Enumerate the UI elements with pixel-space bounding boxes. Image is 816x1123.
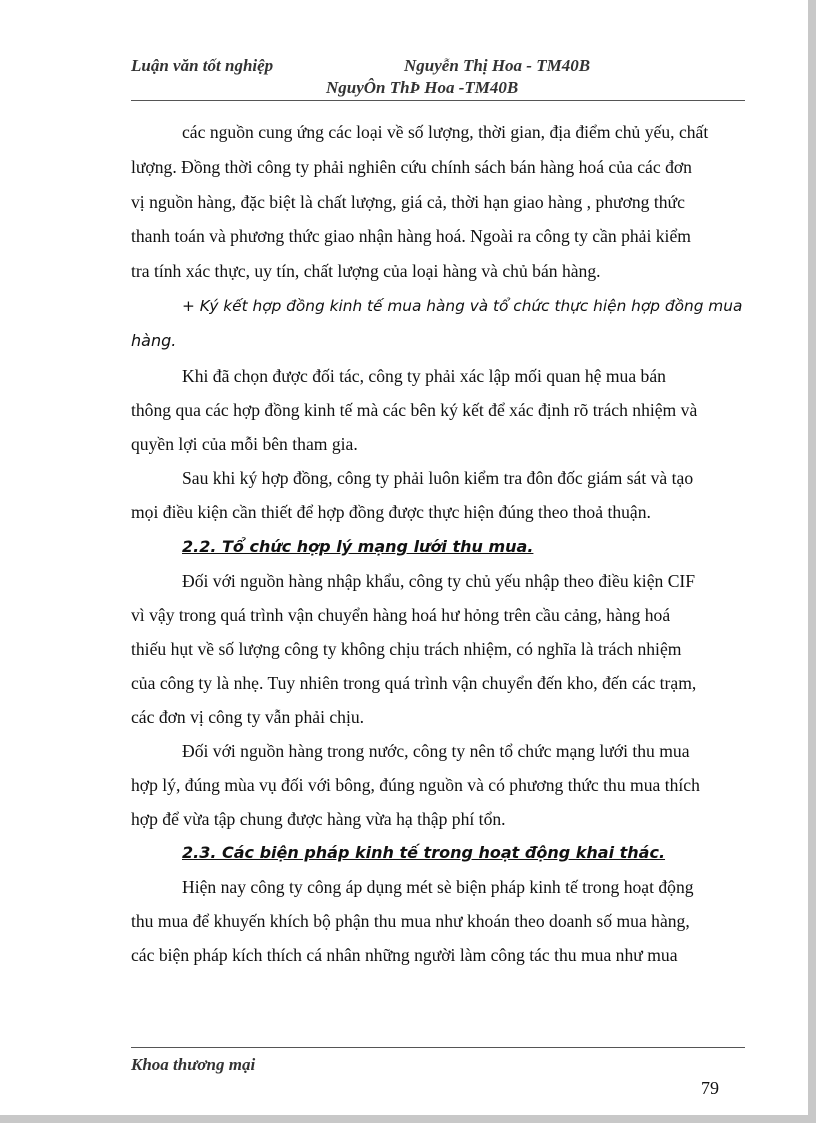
text-line: Hiện nay công ty công áp dụng mét sè biện pháp kinh tế trong hoạt động — [182, 877, 694, 897]
text-line: quyền lợi của mỗi bên tham gia. — [131, 434, 358, 454]
text-line: thiếu hụt về số lượng công ty không chịu trách nhiệm, có nghĩa là trách nhiệm — [131, 639, 682, 659]
text-line: vì vậy trong quá trình vận chuyển hàng hoá hư hỏng trên cầu cảng, hàng hoá — [131, 605, 671, 625]
text-line: các nguồn cung ứng các loại về số lượng, thời gian, địa điểm chủ yếu, chất — [182, 122, 709, 142]
text-line: lượng. Đồng thời công ty phải nghiên cứu chính sách bán hàng hoá của các đơn — [131, 157, 692, 177]
text-line: Khi đã chọn được đối tác, công ty phải xác lập mối quan hệ mua bán — [182, 366, 666, 386]
text-line: thanh toán và phương thức giao nhận hàng hoá. Ngoài ra công ty cần phải kiểm — [131, 226, 691, 246]
text-line: hợp để vừa tập chung được hàng vừa hạ thập phí tổn. — [131, 809, 506, 829]
header-rule — [131, 100, 745, 101]
text-line: Sau khi ký hợp đồng, công ty phải luôn kiểm tra đôn đốc giám sát và tạo — [182, 468, 694, 488]
footer-rule — [131, 1047, 745, 1048]
section-heading-2-3: 2.3. Các biện pháp kinh tế trong hoạt động khai thác. — [182, 843, 666, 862]
section-heading-2-2: 2.2. Tổ chức hợp lý mạng lưới thu mua. — [182, 537, 534, 556]
text-line: hàng. — [131, 331, 177, 350]
text-line: Đối với nguồn hàng trong nước, công ty nên tổ chức mạng lưới thu mua — [182, 741, 690, 761]
header-author-encoded: NguyÔn ThÞ Hoa -TM40B — [326, 78, 519, 97]
text-line: của công ty là nhẹ. Tuy nhiên trong quá trình vận chuyển đến kho, đến các trạm, — [131, 673, 697, 693]
text-line: tra tính xác thực, uy tín, chất lượng của loại hàng và chủ bán hàng. — [131, 261, 601, 281]
text-line: + Ký kết hợp đồng kinh tế mua hàng và tổ chức thực hiện hợp đồng mua — [182, 297, 743, 315]
text-line: hợp lý, đúng mùa vụ đối với bông, đúng nguồn và có phương thức thu mua thích — [131, 775, 700, 795]
page-number: 79 — [701, 1078, 719, 1098]
text-line: Đối với nguồn hàng nhập khẩu, công ty chủ yếu nhập theo điều kiện CIF — [182, 571, 696, 591]
text-line: mọi điều kiện cần thiết để hợp đồng được thực hiện đúng theo thoả thuận. — [131, 502, 651, 522]
text-line: thông qua các hợp đồng kinh tế mà các bên ký kết để xác định rõ trách nhiệm và — [131, 400, 698, 420]
text-line: vị nguồn hàng, đặc biệt là chất lượng, giá cả, thời hạn giao hàng , phương thức — [131, 192, 685, 212]
header-author: Nguyễn Thị Hoa - TM40B — [404, 56, 591, 75]
footer-department: Khoa thương mại — [131, 1055, 256, 1074]
text-line: các đơn vị công ty vẫn phải chịu. — [131, 707, 365, 727]
text-line: thu mua để khuyến khích bộ phận thu mua như khoán theo doanh số mua hàng, — [131, 911, 690, 931]
text-line: các biện pháp kích thích cá nhân những người làm công tác thu mua như mua — [131, 945, 678, 965]
header-thesis-label: Luận văn tốt nghiệp — [131, 56, 274, 75]
